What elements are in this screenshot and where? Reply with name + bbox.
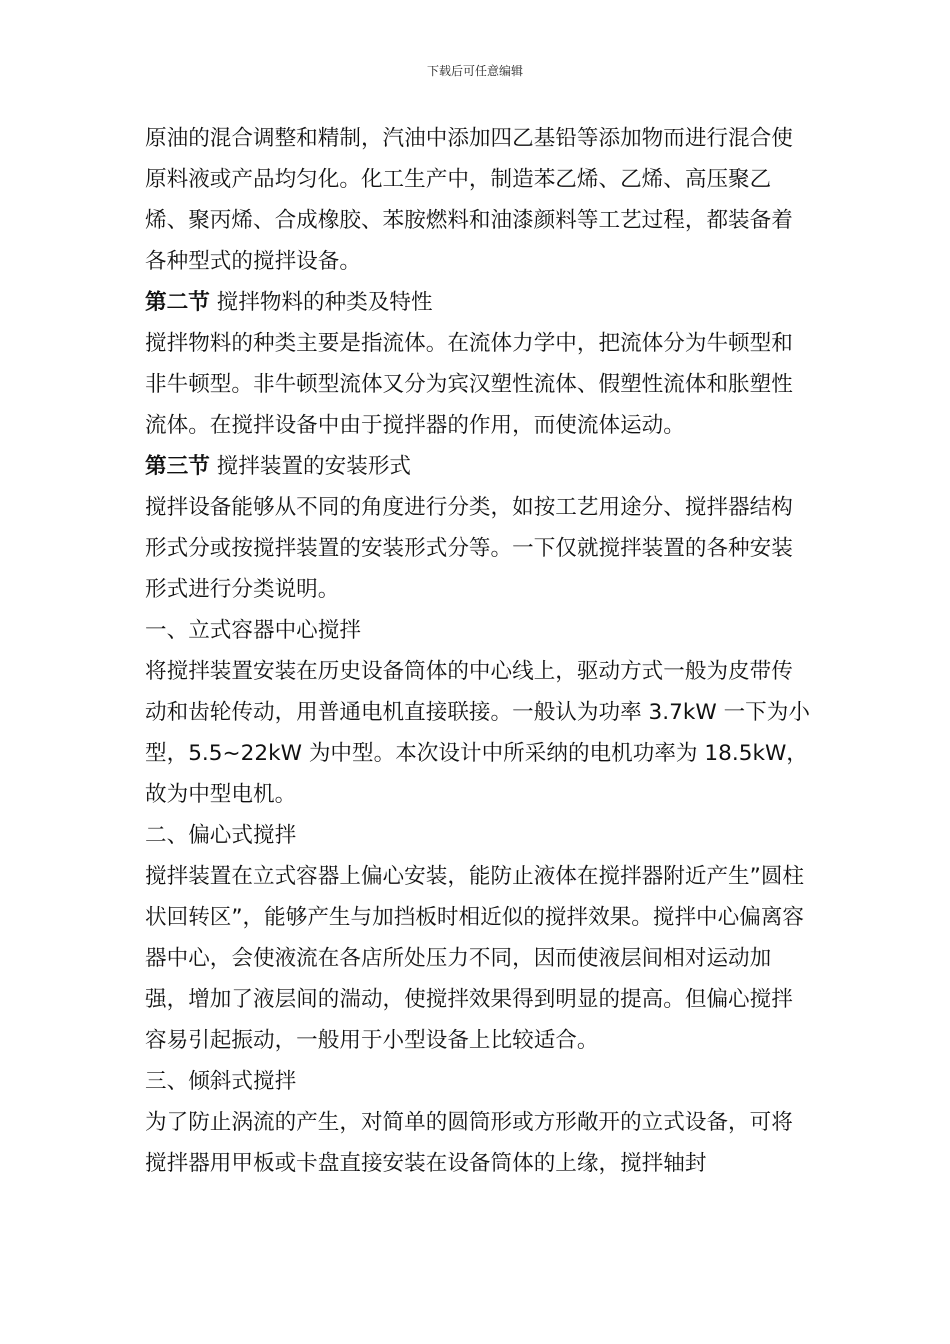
paragraph-vertical-center: 将搅拌装置安装在历史设备筒体的中心线上，驱动方式一般为皮带传动和齿轮传动，用普通电机直接联接。一般认为功率 3.7kW 一下为小型，5.5~22kW 为中型。本次设计中所采纳的电机功率为 18.5kW，故为中型电机。: [145, 659, 810, 807]
page-header: 下载后可任意编辑: [426, 64, 523, 78]
section-title-3: 搅拌装置的安装形式: [216, 454, 412, 479]
section-heading-2: [145, 282, 810, 323]
paragraph-inclined: 为了防止涡流的产生，对简单的圆筒形或方形敞开的立式设备，可将搅拌器用甲板或卡盘直接安装在设备筒体的上缘，搅拌轴封: [145, 1110, 793, 1176]
document-body: [145, 118, 810, 1184]
section-heading-3: [145, 446, 810, 487]
subheading-eccentric: 二、偏心式搅拌: [145, 823, 297, 848]
paragraph-material-types: 搅拌物料的种类主要是指流体。在流体力学中，把流体分为牛顿型和非牛顿型。非牛顿型流体又分为宾汉塑性流体、假塑性流体和胀塑性流体。在搅拌设备中由于搅拌器的作用，而使流体运动。: [145, 331, 793, 438]
section-number-3: 第三节: [145, 454, 210, 479]
section-title-2: 搅拌物料的种类及特性: [216, 290, 433, 315]
section-number-2: 第二节: [145, 290, 210, 315]
paragraph-installation-classification: 搅拌设备能够从不同的角度进行分类，如按工艺用途分、搅拌器结构形式分或按搅拌装置的安装形式分等。一下仅就搅拌装置的各种安装形式进行分类说明。: [145, 495, 793, 602]
subheading-vertical-center: 一、立式容器中心搅拌: [145, 618, 361, 643]
subheading-inclined: 三、倾斜式搅拌: [145, 1069, 297, 1094]
paragraph-mixing-applications: 原油的混合调整和精制，汽油中添加四乙基铅等添加物而进行混合使原料液或产品均匀化。化工生产中，制造苯乙烯、乙烯、高压聚乙烯、聚丙烯、合成橡胶、苯胺燃料和油漆颜料等工艺过程，都装备着各种型式的搅拌设备。: [145, 126, 793, 274]
paragraph-eccentric: 搅拌装置在立式容器上偏心安装，能防止液体在搅拌器附近产生”圆柱状回转区”，能够产生与加挡板时相近似的搅拌效果。搅拌中心偏离容器中心，会使液流在各店所处压力不同，因而使液层间相对运动加强，增加了液层间的湍动，使搅拌效果得到明显的提高。但偏心搅拌容易引起振动，一般用于小型设备上比较适合。: [145, 864, 805, 1053]
